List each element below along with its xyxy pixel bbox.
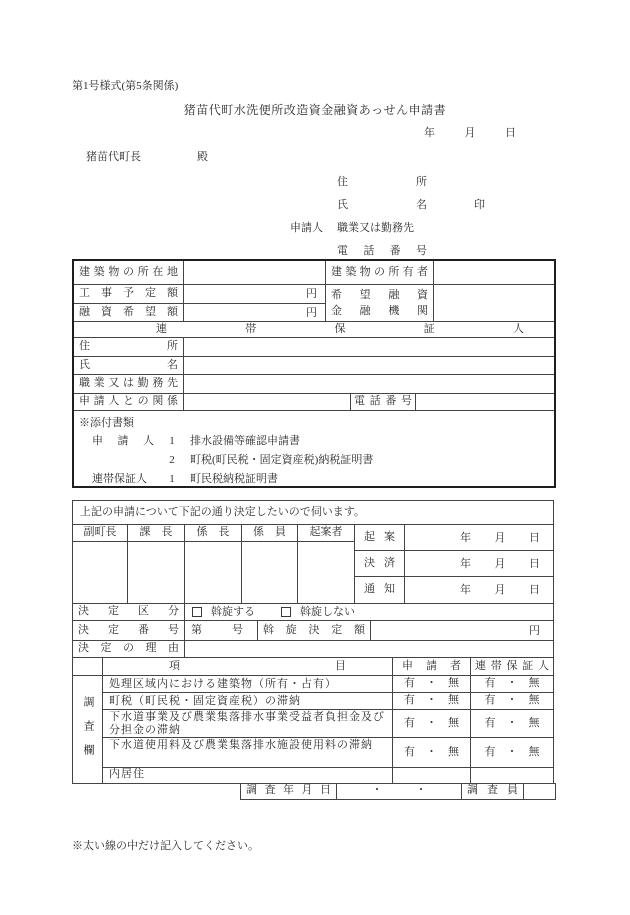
guarantor-name-field[interactable] [184,357,554,375]
applicant-presence-choice[interactable]: 有 ・ 無 [393,693,471,710]
survey-guarantor-header: 連帯保証人 [471,658,553,676]
attachment-number: 1 [169,473,175,485]
desired-bank-label: 希望融資 金融機関 [326,285,434,322]
yen-unit: 円 [306,306,317,319]
attachment-document: 町税(町民税・固定資産税)納税証明書 [190,454,374,466]
mediate-no-checkbox[interactable] [281,607,291,617]
date-year-label: 年 [424,127,435,139]
fill-instruction-note: ※太い線の中だけ記入してください。 [72,840,259,852]
attachment-party: 連帯保証人 [92,473,147,485]
decision-reason-label: 決定の理由 [73,641,185,658]
date-day-label: 日 [529,557,540,570]
applicant-group-label: 申請人 [290,222,323,234]
loan-request-label: 融資希望額 [74,304,184,322]
survey-item-header: 項目 [103,658,393,676]
addressee-name: 猪苗代町長 [86,151,141,163]
building-location-label: 建築物の所在地 [74,261,184,285]
date-month-label: 月 [494,583,506,596]
guarantor-occupation-field[interactable] [184,375,554,394]
building-owner-label: 建築物の所有者 [326,261,434,285]
approval-sign-cell[interactable] [73,542,128,604]
decision-reason-field[interactable] [185,641,553,658]
workflow-notice-label: 通知 [355,577,405,604]
approver-header-deputy-mayor: 副町長 [73,525,128,542]
survey-row-item: 下水道事業及び農業集落排水事業受益者負担金及び分担金の滞納 [103,710,393,738]
date-line [424,126,516,141]
decision-number-field[interactable] [185,621,258,641]
building-owner-field[interactable] [434,261,554,285]
number-suffix: 号 [232,624,243,636]
attachment-party: 申請人 [92,435,154,447]
approver-header-subsection-chief: 係 長 [185,525,242,542]
attachments-title: ※添付書類 [79,417,134,429]
mediation-amount-field[interactable] [371,621,553,641]
applicant-address-label: 住所 [337,176,427,188]
applicant-name-label: 氏名 [337,199,427,211]
mediate-yes-label: 斡旋する [211,605,255,618]
approval-sign-cell[interactable] [298,542,355,604]
date-month-label: 月 [464,127,476,139]
workflow-notice-date-field[interactable] [405,577,553,604]
applicant-presence-field[interactable] [393,768,471,783]
attachment-line [74,432,554,451]
addressee-line [86,150,208,165]
attachment-line [74,451,554,470]
approval-sign-cell[interactable] [185,542,242,604]
attachment-number: 1 [169,435,175,447]
guarantor-phone-field[interactable] [416,394,554,411]
loan-request-field[interactable] [184,304,326,322]
date-year-label: 年 [460,557,471,570]
attachment-document: 町民税納税証明書 [190,473,278,485]
attachment-document: 排水設備等確認申請書 [190,435,300,447]
survey-column-label: 調査欄 [73,676,103,783]
survey-corner-cell [73,658,103,676]
guarantor-phone-label: 電話番号 [351,394,416,411]
survey-applicant-header: 申請者 [393,658,471,676]
applicant-table [72,259,556,488]
survey-date-label: 調査年月日 [241,784,337,799]
workflow-settlement-date-field[interactable] [405,551,553,577]
guarantor-presence-choice[interactable]: 有 ・ 無 [471,676,553,693]
guarantor-occupation-label: 職業又は勤務先 [74,375,184,394]
applicant-phone-label: 電話番号 [337,245,427,257]
survey-row-item: 町税（町民税・固定資産税）の滞納 [103,693,393,710]
surveyor-field[interactable] [524,784,555,799]
relation-to-applicant-field[interactable] [184,394,351,411]
guarantor-presence-choice[interactable]: 有 ・ 無 [471,738,553,768]
survey-row-item: 処理区域内における建築物（所有・占有） [103,676,393,693]
survey-row-item: 内居住 [103,768,393,783]
yen-unit: 円 [529,624,540,637]
date-year-label: 年 [460,583,471,596]
guarantor-presence-choice[interactable]: 有 ・ 無 [471,710,553,738]
guarantor-address-label: 住所 [74,338,184,357]
decision-number-label: 決定番号 [73,621,185,641]
attachment-line [74,470,554,486]
attachments-note [74,411,554,486]
date-month-label: 月 [494,531,506,544]
guarantor-presence-choice[interactable]: 有 ・ 無 [471,693,553,710]
approval-sign-cell[interactable] [128,542,185,604]
seal-label: 印 [474,199,485,211]
workflow-draft-date-field[interactable] [405,525,553,551]
applicant-presence-choice[interactable]: 有 ・ 無 [393,738,471,768]
inquiry-text: 上記の申請について下記の通り決定したいので伺います。 [73,501,553,525]
date-month-label: 月 [494,557,506,570]
approval-sign-cell[interactable] [242,542,298,604]
guarantor-section-header: 連帯保証人 [74,322,554,338]
mediation-amount-label: 斡旋決定額 [258,621,371,641]
survey-date-field[interactable]: ・ ・ [337,784,462,799]
date-year-label: 年 [460,531,471,544]
guarantor-name-label: 氏名 [74,357,184,375]
applicant-presence-choice[interactable]: 有 ・ 無 [393,710,471,738]
planned-cost-field[interactable] [184,285,326,304]
approver-header-staff: 係 員 [242,525,298,542]
attachment-party [92,451,154,470]
approver-header-drafter: 起案者 [298,525,355,542]
yen-unit: 円 [306,287,317,300]
guarantor-presence-field[interactable] [471,768,553,783]
surveyor-label: 調査員 [462,784,524,799]
decision-category-label: 決定区分 [73,604,185,621]
page-title: 猪苗代町水洗便所改造資金融資あっせん申請書 [183,103,447,117]
office-decision-table [72,500,554,784]
applicant-signature-block [290,171,485,263]
survey-row-item: 下水道使用料及び農業集落排水施設使用料の滞納 [103,738,393,768]
applicant-occupation-label: 職業又は勤務先 [337,222,414,234]
attachment-number: 2 [169,454,175,466]
mediate-no-label: 斡旋しない [300,605,355,618]
desired-bank-field[interactable] [434,285,554,322]
relation-to-applicant-label: 申請人との関係 [74,394,184,411]
date-day-label: 日 [505,127,516,139]
addressee-honorific: 殿 [197,151,208,163]
date-day-label: 日 [529,531,540,544]
building-location-field[interactable] [184,261,326,285]
mediate-yes-checkbox[interactable] [192,607,202,617]
applicant-presence-choice[interactable]: 有 ・ 無 [393,676,471,693]
approver-header-section-chief: 課 長 [128,525,185,542]
form-number: 第1号様式(第5条関係) [72,80,179,92]
workflow-draft-label: 起案 [355,525,405,551]
guarantor-address-field[interactable] [184,338,554,357]
survey-date-strip [240,783,556,800]
number-prefix: 第 [191,624,202,636]
planned-cost-label: 工事予定額 [74,285,184,304]
workflow-settlement-label: 決済 [355,551,405,577]
decision-category-options [185,604,553,621]
date-day-label: 日 [529,583,540,596]
